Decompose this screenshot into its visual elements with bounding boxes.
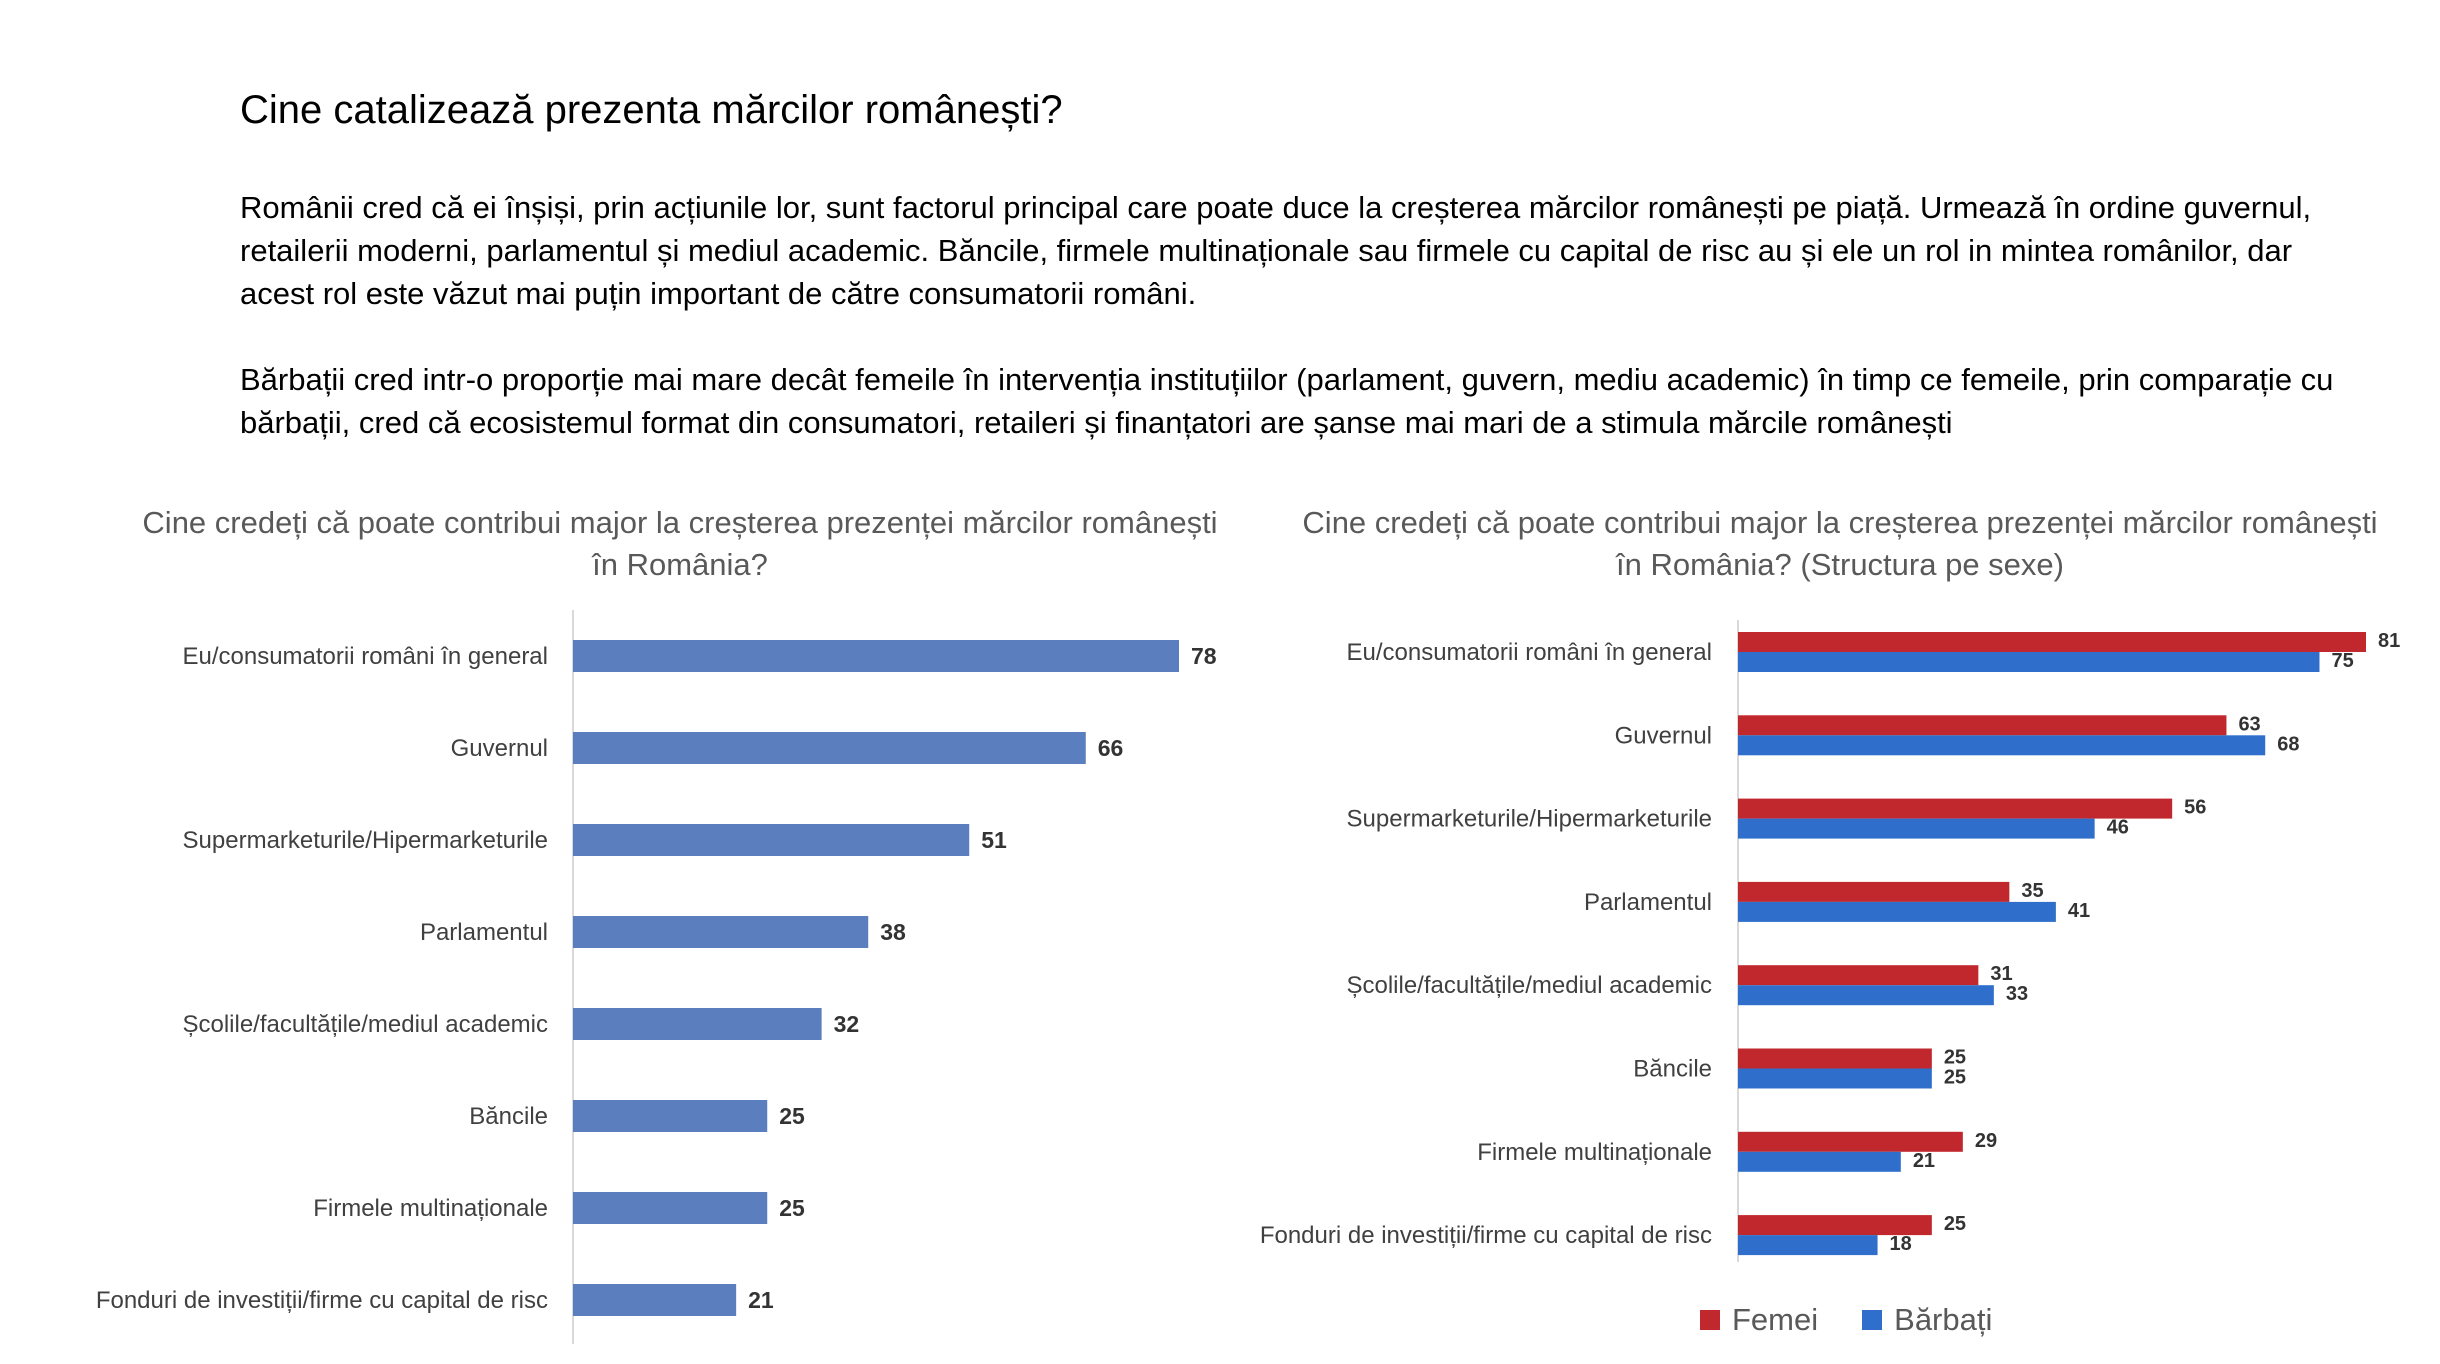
chart-1-category-label: Eu/consumatorii români în general: [182, 643, 548, 670]
chart-2-value-label: 56: [2184, 796, 2207, 819]
chart-2-bar-femei: [1738, 632, 2366, 652]
chart-1-category-label: Fonduri de investiții/firme cu capital de risc: [95, 1287, 548, 1314]
chart-1-category-label: Parlamentul: [419, 919, 548, 946]
chart-2-category-label: Supermarketurile/Hipermarketurile: [1346, 805, 1712, 833]
chart-2-bar-barbati: [1738, 652, 2319, 672]
chart-2-category-label: Parlamentul: [1583, 888, 1712, 916]
chart-1-value-label: 25: [779, 1195, 805, 1221]
chart-1-category-label: Firmele multinaționale: [313, 1195, 548, 1222]
chart-2-value-label: 18: [1889, 1233, 1912, 1256]
chart-1-category-label: Supermarketurile/Hipermarketurile: [182, 827, 548, 854]
chart-2-bar-barbati: [1738, 985, 1994, 1005]
chart-2-value-label: 25: [1943, 1066, 1967, 1089]
chart-2-value-label: 29: [1974, 1129, 1998, 1152]
chart-1-category-label: Școlile/facultățile/mediul academic: [182, 1011, 548, 1038]
chart-2-bar-barbati: [1738, 819, 2095, 839]
chart-1-value-label: 32: [833, 1011, 860, 1037]
chart-2-bar-femei: [1738, 1049, 1932, 1069]
slide-title: Cine catalizează prezenta mărcilor românești?: [240, 88, 1063, 132]
chart-1-value-label: 38: [880, 919, 906, 945]
chart-2-bar-barbati: [1738, 1069, 1932, 1089]
legend-swatch-barbati: [1862, 1310, 1882, 1330]
chart-2-value-label: 25: [1943, 1046, 1967, 1069]
chart-1-bar: [573, 1192, 767, 1224]
legend-label-femei: Femei: [1732, 1302, 1819, 1337]
chart-1-bar: [573, 640, 1179, 672]
chart-1-value-label: 51: [981, 827, 1007, 853]
chart-1-value-label: 66: [1097, 735, 1124, 761]
chart-2-value-label: 46: [2106, 816, 2129, 839]
chart-1-bar: [573, 824, 969, 856]
chart-2-bar-femei: [1738, 1132, 1963, 1152]
chart-1-title: Cine credeți că poate contribui major la creșterea prezenței mărcilor românești în România?: [142, 505, 1218, 582]
chart-2-category-label: Fonduri de investiții/firme cu capital de risc: [1259, 1222, 1712, 1250]
chart-2-value-label: 68: [2277, 733, 2300, 756]
chart-2-bar-barbati: [1738, 1235, 1878, 1255]
chart-2-bar-barbati: [1738, 902, 2056, 922]
chart-1-value-label: 21: [748, 1287, 774, 1313]
chart-2-value-label: 25: [1943, 1213, 1967, 1236]
chart-2-value-label: 33: [2005, 983, 2029, 1006]
chart-2-bar-femei: [1738, 715, 2226, 735]
chart-2-bar-barbati: [1738, 735, 2265, 755]
paragraph-2: Bărbații cred intr-o proporție mai mare decât femeile în intervenția instituțiilor (parlament, guvern, mediu academic) în timp ce femeile, prin comparație cu bărbații, cred că ecosistemul format din consumatori, retaileri și finanțatori are șanse mai mari de a stimula mărcile românești: [240, 362, 2334, 440]
legend-item-femei: [1700, 1302, 1818, 1338]
chart-1-bar: [573, 916, 868, 948]
chart-1-category-label: Băncile: [469, 1103, 548, 1130]
chart-2-legend: [1700, 1302, 2016, 1338]
legend-swatch-femei: [1700, 1310, 1720, 1330]
chart-2-category-label: Băncile: [1633, 1055, 1712, 1083]
chart-2-value-label: 63: [2238, 713, 2261, 736]
paragraph-1: Românii cred că ei înșiși, prin acțiunile lor, sunt factorul principal care poate duce la creșterea mărcilor românești pe piață. Urmează în ordine guvernul, retailerii moderni, parlamentul și mediul academic. Băncile, firmele multinaționale sau firmele cu capital de risc au și ele un rol in mintea românilor, dar acest rol este văzut mai puțin important de către consumatorii români.: [240, 190, 2312, 311]
chart-2-value-label: 35: [2021, 879, 2044, 902]
chart-2-value-label: 81: [2378, 630, 2401, 652]
chart-2-title: Cine credeți că poate contribui major la creșterea prezenței mărcilor românești în România? (Structura pe sexe): [1302, 505, 2378, 582]
chart-2-value-label: 21: [1912, 1149, 1936, 1172]
chart-1-bar: [573, 1008, 822, 1040]
chart-2-value-label: 75: [2331, 650, 2354, 672]
chart-2-value-label: 31: [1990, 963, 2013, 986]
chart-2-bar-barbati: [1738, 1152, 1901, 1172]
chart-1-value-label: 25: [779, 1103, 805, 1129]
chart-1-bar: [573, 1100, 767, 1132]
chart-1-category-label: Guvernul: [450, 735, 548, 762]
chart-2-bar-femei: [1738, 965, 1978, 985]
chart-2-category-label: Guvernul: [1614, 722, 1712, 750]
chart-2-category-label: Școlile/facultățile/mediul academic: [1346, 972, 1712, 1000]
chart-2-bar-femei: [1738, 1215, 1932, 1235]
chart-2-category-label: Firmele multinaționale: [1477, 1138, 1712, 1166]
chart-2-bar-femei: [1738, 882, 2009, 902]
chart-1-value-label: 78: [1191, 643, 1217, 669]
chart-2-category-label: Eu/consumatorii români în general: [1346, 639, 1712, 666]
legend-item-barbati: [1862, 1302, 1992, 1338]
legend-label-barbati: Bărbați: [1894, 1302, 1993, 1337]
chart-2-bar-femei: [1738, 799, 2172, 819]
chart-2-value-label: 41: [2067, 899, 2091, 922]
chart-1-bar: [573, 732, 1086, 764]
chart-1-bar: [573, 1284, 736, 1316]
